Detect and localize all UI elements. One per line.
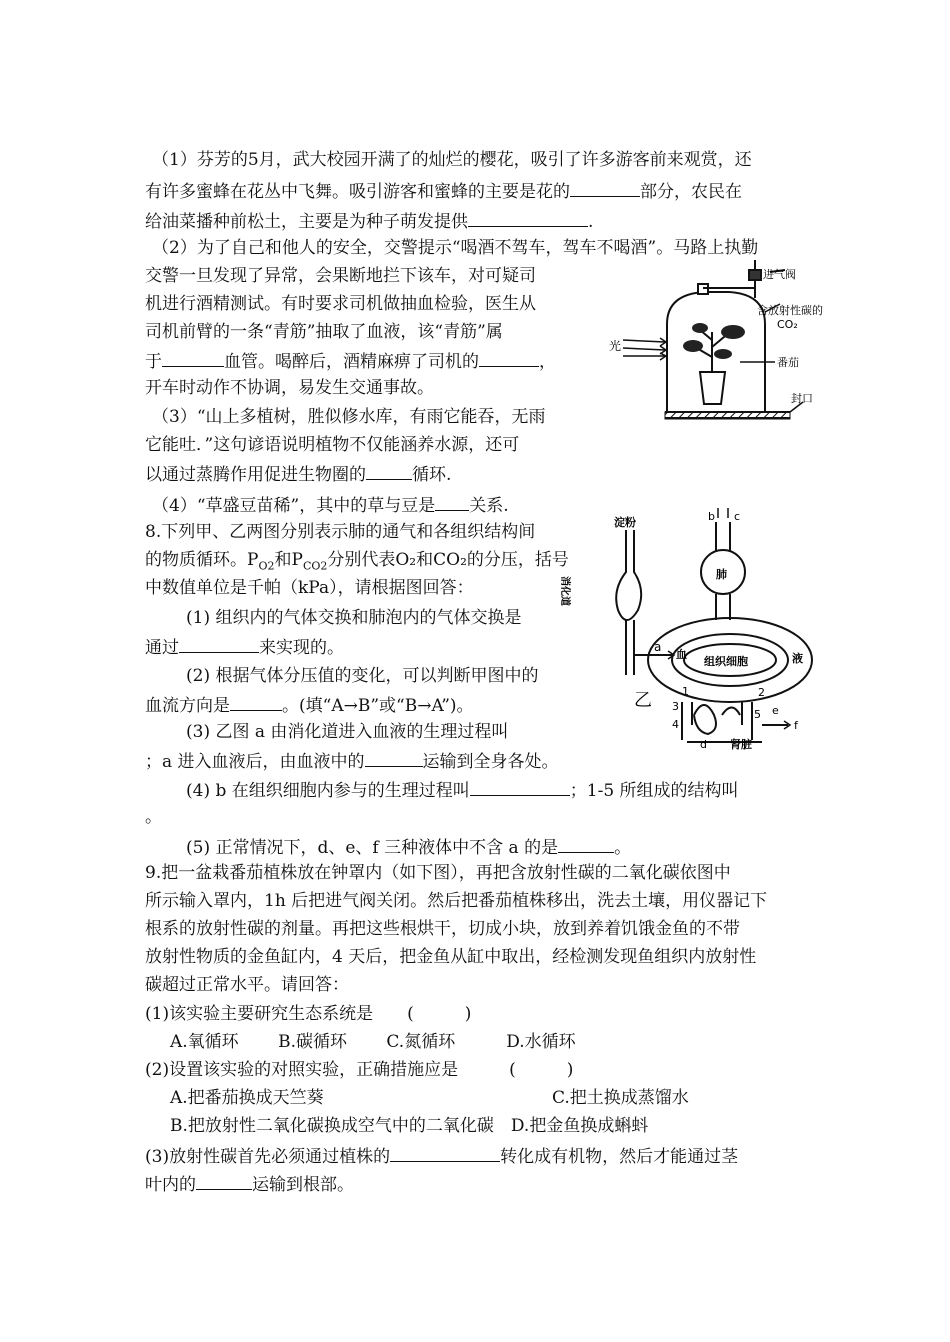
circulation-figure — [559, 510, 822, 751]
q7-part2-line5: 于 血管。喝醉后，酒精麻痹了司机的 ， — [145, 352, 556, 372]
q7-part2-line3: 机进行酒精测试。有时要求司机做抽血检验，医生从 — [145, 294, 536, 314]
label-b: b — [708, 510, 715, 523]
blood-label: 血 — [676, 648, 687, 661]
co2-label: 含放射性碳的 — [757, 304, 823, 317]
q7-part1-line2: 有许多蜜蜂在花丛中飞舞。吸引游客和蜜蜂的主要是花的 部分，农民在 — [145, 182, 742, 202]
q7-part3-line3: 以通过蒸腾作用促进生物圈的 循环. — [145, 465, 452, 485]
q7-part3-line2: 它能吐．”这句谚语说明植物不仅能涵养水源，还可 — [145, 435, 520, 455]
q9-line5: 碳超过正常水平。请回答： — [145, 975, 349, 995]
q8-line3: 中数值单位是千帕（kPa），请根据图回答： — [145, 578, 474, 598]
q9-sub2: (2)设置该实验的对照实验，正确措施应是 ( ) — [145, 1060, 574, 1080]
q7-part3-line1: （3）“山上多植树，胜似修水库，有雨它能吞，无雨 — [152, 407, 546, 427]
q7-part1-line3: 给油菜播种前松土，主要是为种子萌发提供 . — [145, 212, 594, 232]
figure-yi-label: 乙 — [634, 690, 652, 711]
q9-line3: 根系的放射性碳的剂量。再把这些根烘干，切成小块，放到养着饥饿金鱼的不带 — [145, 919, 740, 939]
q8-line1: 8.下列甲、乙两图分别表示肺的通气和各组织结构间 — [145, 522, 536, 542]
label-c: c — [734, 510, 741, 523]
q9-sub3-line1: (3)放射性碳首先必须通过植株的 转化成有机物，然后才能通过茎 — [145, 1147, 739, 1167]
q8-line2: 的物质循环。$P_{O2}$和$P_{CO2}$分别代表O₂和CO₂的分压，括号 — [145, 550, 569, 573]
light-label: 光 — [609, 339, 622, 353]
label-f: f — [794, 719, 798, 732]
answer-blank[interactable] — [435, 494, 469, 511]
q8-sub2-line2: 血流方向是 。(填“A→B”或“B→A”)。 — [145, 696, 474, 716]
q9-sub2-option-a: A.把番茄换成天竺葵 — [170, 1088, 324, 1108]
answer-blank[interactable] — [196, 1173, 252, 1190]
answer-blank[interactable] — [390, 1145, 500, 1162]
seal-label: 封口 — [791, 392, 813, 405]
q9-line1: 9.把一盆栽番茄植株放在钟罩内（如下图），再把含放射性碳的二氧化碳依图中 — [145, 863, 731, 883]
q8-sub3-line2: ；a 进入血液后，由血液中的 运输到全身各处。 — [145, 752, 559, 772]
label-5: 5 — [754, 708, 761, 721]
digestive-tract-label: 消化道 — [559, 576, 570, 606]
q7-part4: （4）“草盛豆苗稀”，其中的草与豆是 关系. — [152, 496, 509, 516]
label-4: 4 — [672, 718, 679, 731]
answer-blank[interactable] — [365, 750, 423, 767]
co2-formula: CO₂ — [777, 318, 798, 331]
bell-jar-figure — [605, 262, 823, 437]
lung-label: 肺 — [716, 568, 727, 581]
answer-blank[interactable] — [479, 350, 539, 367]
q8-sub3-line1: (3) 乙图 a 由消化道进入血液的生理过程叫 — [186, 722, 509, 742]
q8-sub5: (5) 正常情况下，d、e、f 三种液体中不含 a 的是 。 — [186, 838, 632, 858]
q9-line2: 所示输入罩内，1h 后把进气阀关闭。然后把番茄植株移出，洗去土壤，用仪器记下 — [145, 891, 768, 911]
q9-sub1-options: A.氧循环 B.碳循环 C.氮循环 D.水循环 — [170, 1032, 576, 1052]
q7-part2-line1: （2）为了自己和他人的安全，交警提示“喝酒不驾车，驾车不喝酒”。马路上执勤 — [152, 238, 759, 258]
q7-part1-line1: （1）芬芳的5月，武大校园开满了的灿烂的樱花，吸引了许多游客前来观赏，还 — [152, 150, 752, 170]
q9-sub1: (1)该实验主要研究生态系统是 ( ) — [145, 1004, 472, 1024]
q8-sub2-line1: (2) 根据气体分压值的变化，可以判断甲图中的 — [186, 666, 539, 686]
label-a: a — [654, 640, 662, 654]
tissue-cell-label: 组织细胞 — [704, 655, 748, 668]
answer-blank[interactable] — [179, 636, 259, 653]
q9-sub3-line2: 叶内的 运输到根部。 — [145, 1175, 354, 1195]
label-1: 1 — [682, 685, 689, 698]
answer-blank[interactable] — [468, 210, 588, 227]
label-3: 3 — [672, 700, 679, 713]
q8-sub1-line1: (1) 组织内的气体交换和肺泡内的气体交换是 — [186, 608, 522, 628]
answer-blank[interactable] — [230, 694, 282, 711]
answer-blank[interactable] — [162, 350, 224, 367]
q8-sub1-line2: 通过 来实现的。 — [145, 638, 344, 658]
answer-blank[interactable] — [558, 836, 614, 853]
q8-sub4-line1: (4) b 在组织细胞内参与的生理过程叫 ；1-5 所组成的结构叫 — [186, 781, 739, 801]
starch-label: 淀粉 — [614, 516, 636, 529]
q7-part2-line4: 司机前臂的一条“青筋”抽取了血液，该“青筋”属 — [145, 322, 503, 342]
label-2: 2 — [758, 686, 765, 699]
q7-part2-line6: 开车时动作不协调，易发生交通事故。 — [145, 378, 434, 398]
q9-sub2-options-bd: B.把放射性二氧化碳换成空气中的二氧化碳 D.把金鱼换成蝌蚪 — [170, 1116, 649, 1136]
label-e: e — [772, 704, 779, 717]
q9-line4: 放射性物质的金鱼缸内，4 天后，把金鱼从缸中取出，经检测发现鱼组织内放射性 — [145, 947, 757, 967]
valve-label: 进气阀 — [763, 268, 796, 281]
tomato-label: 番茄 — [777, 356, 799, 369]
q7-part2-line2: 交警一旦发现了异常，会果断地拦下该车，对可疑司 — [145, 266, 536, 286]
kidney-label: 肾脏 — [730, 738, 752, 751]
label-d: d — [700, 738, 707, 751]
answer-blank[interactable] — [470, 779, 570, 796]
answer-blank[interactable] — [366, 463, 412, 480]
q8-sub4-line2: 。 — [145, 807, 162, 827]
q9-sub2-option-c: C.把土换成蒸馏水 — [552, 1088, 689, 1108]
answer-blank[interactable] — [570, 180, 640, 197]
fluid-label: 液 — [792, 652, 803, 665]
